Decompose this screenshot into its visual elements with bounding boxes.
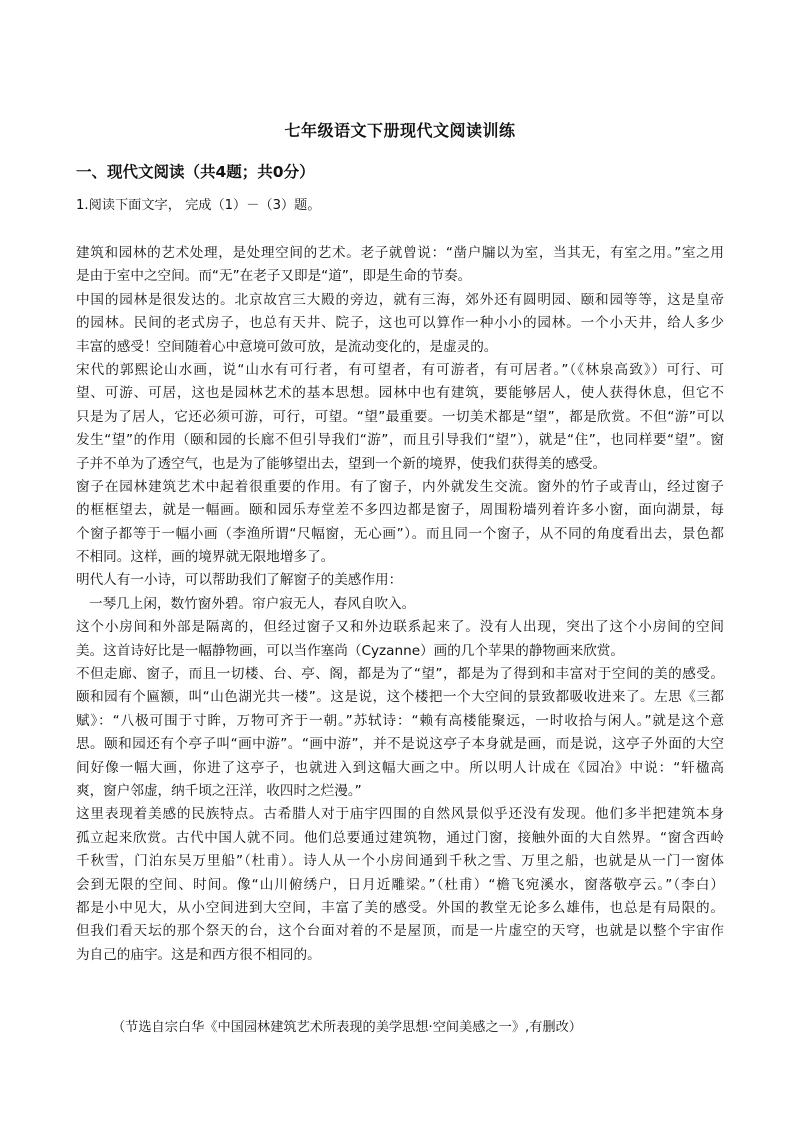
passage-line: 发生“望”的作用（颐和园的长廊不但引导我们“游”，而且引导我们“望”），就是“住”，也同样要“望”。窗 [76, 432, 724, 449]
source-citation: （节选自宗白华《中国园林建筑艺术所表现的美学思想·空间美感之一》,有删改） [112, 1020, 582, 1035]
passage-line: 窗子在园林建筑艺术中起着很重要的作用。有了窗子，内外就发生交流。窗外的竹子或青山，经过窗子 [76, 478, 724, 495]
passage-line: 都是小中见大，从小空间进到大空间，丰富了美的感受。外国的教堂无论多么雄伟，也总是有局限的。 [76, 899, 724, 916]
passage-line: 间好像一幅大画，你进了这亭子，也就进入到这幅大画之中。所以明人计成在《园冶》中说：“轩楹高 [76, 759, 724, 776]
passage-line: 美。这首诗好比是一幅静物画，可以当作塞尚（Cyzanne）画的几个苹果的静物画来欣赏。 [76, 642, 624, 659]
passage-line: 的园林。民间的老式房子，也总有天井、院子，这也可以算作一种小小的园林。一个小天井，给人多少 [76, 315, 724, 332]
passage-line: 为自己的庙宇。这是和西方很不相同的。 [76, 946, 321, 963]
passage-line: 但我们看天坛的那个祭天的台，这个台面对着的不是屋顶，而是一片虚空的天穹，也就是以整个宇宙作 [76, 923, 724, 940]
question-prompt: 1.阅读下面文字， 完成（1）－（3）题。 [76, 198, 321, 213]
passage-line: 明代人有一小诗，可以帮助我们了解窗子的美感作用： [76, 572, 403, 589]
passage-line: 只是为了居人，它还必须可游，可行，可望。“望”最重要。一切美术都是“望”，都是欣赏。不但“游”可以 [76, 408, 724, 425]
passage-line: 不但走廊、窗子，而且一切楼、台、亭、阁，都是为了“望”，都是为了得到和丰富对于空间的美的感受。 [76, 666, 724, 683]
passage-line: 建筑和园林的艺术处理，是处理空间的艺术。老子就曾说：“凿户牖以为室，当其无，有室之用。”室之用 [76, 245, 724, 261]
passage-line: 这个小房间和外部是隔离的，但经过窗子又和外边联系起来了。没有人出现，突出了这个小房间的空间 [76, 619, 724, 636]
passage-line: 丰富的感受！空间随着心中意境可敛可放，是流动变化的，是虚灵的。 [76, 338, 498, 355]
passage-line: 赋》：“八极可围于寸眸，万物可齐于一朝。”苏轼诗：“赖有高楼能聚远，一时收拾与闲人。”就是这个意 [76, 712, 724, 729]
passage-line: 思。颐和园还有个亭子叫“画中游”。“画中游”，并不是说这亭子本身就是画，而是说，这亭子外面的大空 [76, 736, 724, 753]
passage-line: 宋代的郭熙论山水画，说“山水有可行者，有可望者，有可游者，有可居者。”（《林泉高致》）可行、可 [76, 361, 724, 378]
poem-line: 一琴几上闲，数竹窗外碧。帘户寂无人，春风自吹入。 [89, 595, 416, 612]
document-title: 七年级语文下册现代文阅读训练 [284, 121, 516, 140]
passage-line: 千秋雪，门泊东吴万里船”（杜甫）。诗人从一个小房间通到千秋之雪、万里之船，也就是从一门一窗体 [76, 853, 724, 870]
passage-line: 子并不单为了透空气，也是为了能够望出去，望到一个新的境界，使我们获得美的感受。 [76, 455, 607, 472]
passage-line: 会到无限的空间、时间。像“山川俯绣户，日月近雕梁。”（杜甫）“檐飞宛溪水，窗落敬亭云。”（李白） [76, 876, 724, 893]
passage-line: 个窗子都等于一幅小画（李渔所谓“尺幅窗，无心画”）。而且同一个窗子，从不同的角度看出去，景色都 [76, 525, 724, 542]
reading-passage [76, 242, 724, 967]
passage-line: 爽，窗户邻虚，纳千顷之汪洋，收四时之烂漫。” [76, 782, 362, 799]
passage-line: 是由于室中之空间。而“无”在老子又即是“道”，即是生命的节奏。 [76, 268, 472, 285]
passage-line: 颐和园有个匾额，叫“山色湖光共一楼”。这是说，这个楼把一个大空间的景致都吸收进来了。左思《三都 [76, 689, 724, 706]
passage-line: 的框框望去，就是一幅画。颐和园乐寿堂差不多四边都是窗子，周围粉墙列着许多小窗，面向湖景，每 [76, 502, 724, 519]
passage-line: 不相同。这样，画的境界就无限地增多了。 [76, 549, 335, 566]
passage-line: 这里表现着美感的民族特点。古希腊人对于庙宇四围的自然风景似乎还没有发现。他们多半把建筑本身 [76, 806, 724, 823]
passage-line: 望、可游、可居，这也是园林艺术的基本思想。园林中也有建筑，要能够居人，使人获得休息，但它不 [76, 385, 724, 402]
section-title: 一、现代文阅读（共4题；共0分） [76, 163, 315, 181]
passage-line: 孤立起来欣赏。古代中国人就不同。他们总要通过建筑物，通过门窗，接触外面的大自然界。“窗含西岭 [76, 829, 724, 846]
passage-line: 中国的园林是很发达的。北京故宫三大殿的旁边，就有三海，郊外还有圆明园、颐和园等等，这是皇帝 [76, 291, 724, 308]
